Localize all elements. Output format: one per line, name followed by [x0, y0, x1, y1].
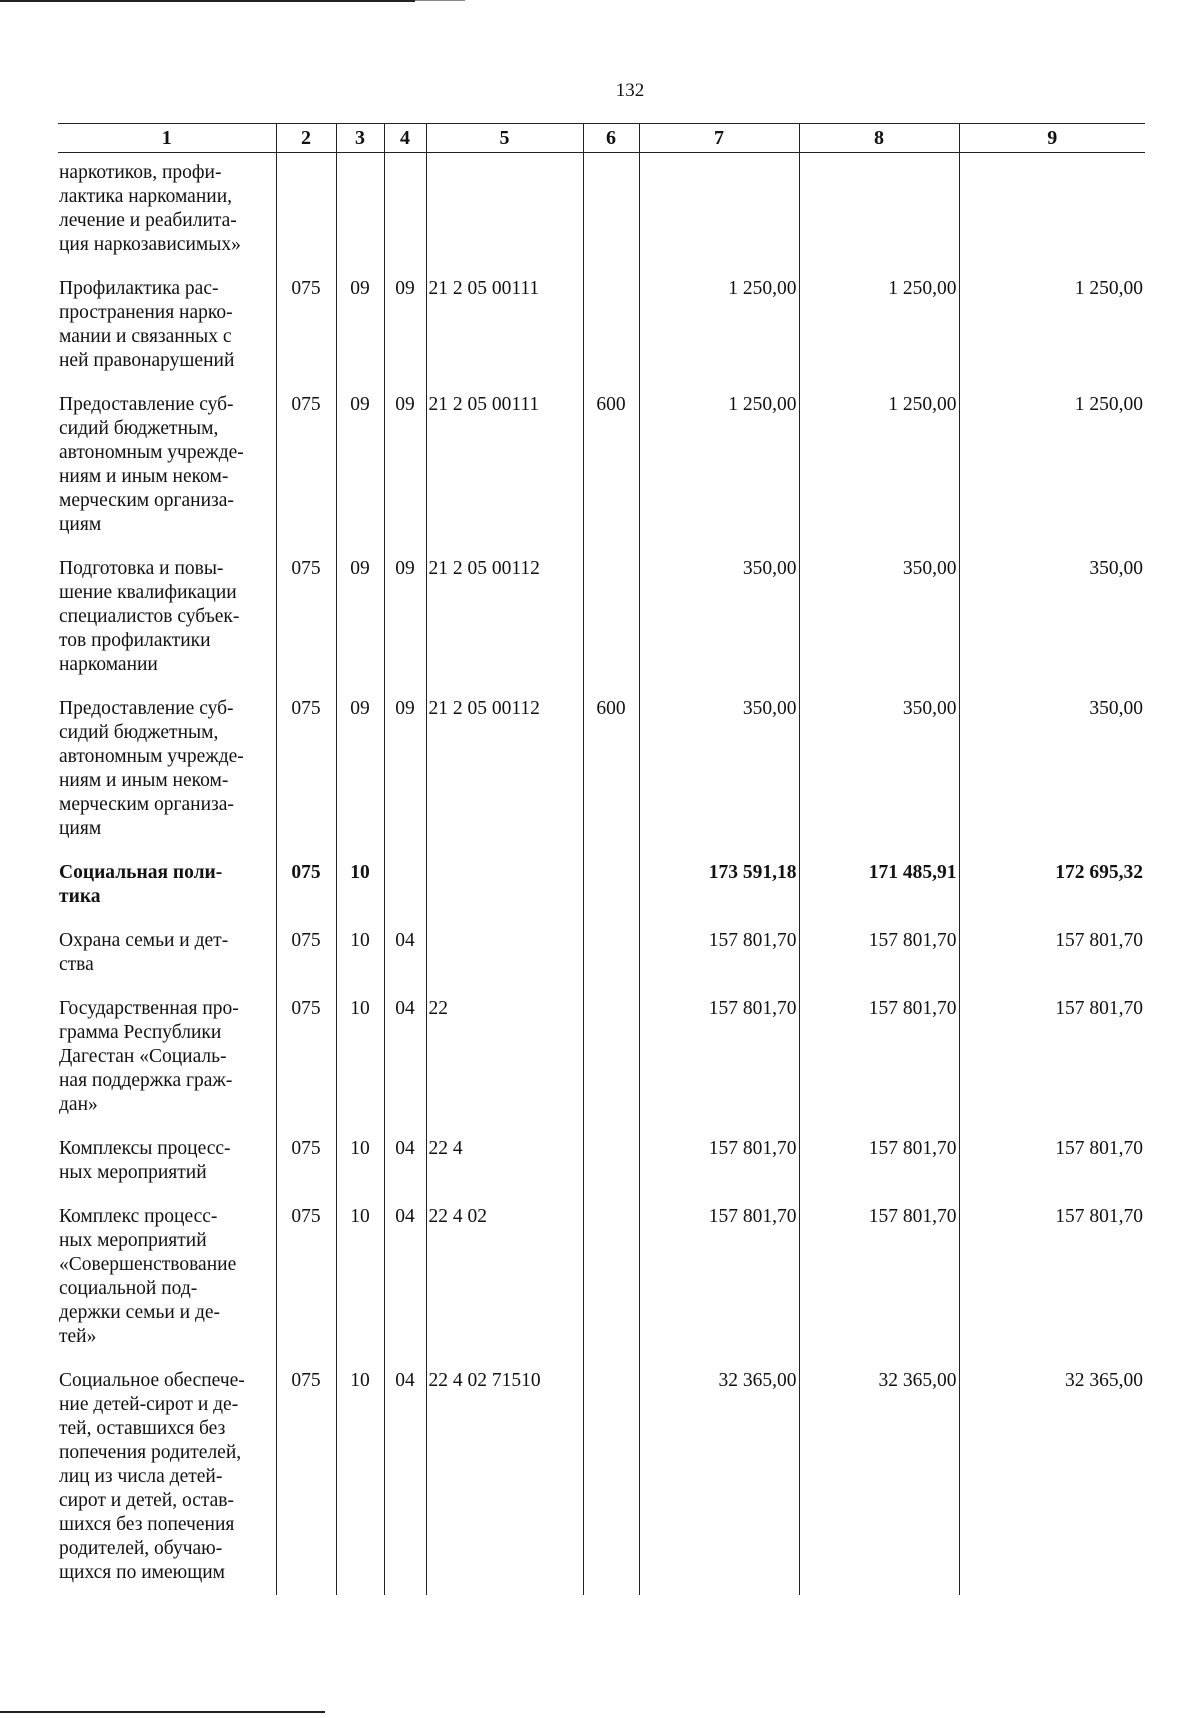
expense-type-cell — [583, 277, 639, 393]
table-row — [58, 277, 1145, 393]
item-name-line: шихся без попечения — [59, 1514, 235, 1535]
table-row — [58, 393, 1145, 557]
item-name-line: циям — [59, 818, 102, 839]
table-header-row — [58, 124, 1145, 153]
section-code-cell: 09 — [336, 697, 384, 861]
item-name-cell — [58, 557, 276, 697]
item-name-line: социальной под- — [59, 1278, 198, 1299]
target-article-cell: 21 2 05 00111 — [426, 393, 583, 557]
item-name-line: ниям и иным неком- — [59, 466, 229, 487]
table-body — [58, 153, 1145, 1596]
table-row — [58, 1137, 1145, 1205]
section-code-cell: 09 — [336, 277, 384, 393]
item-name-line: тов профилактики — [59, 630, 211, 651]
item-name-line: Дагестан «Социаль- — [59, 1046, 227, 1067]
subsection-code-cell: 09 — [384, 393, 426, 557]
item-name-line: Социальное обеспече- — [59, 1370, 245, 1391]
table-row — [58, 153, 1145, 278]
item-name-cell — [58, 997, 276, 1137]
item-name-line: пространения нарко- — [59, 302, 233, 323]
item-name-line: родителей, обучаю- — [59, 1538, 223, 1559]
amount-year3-cell: 32 365,00 — [959, 1369, 1145, 1595]
subsection-code-cell: 09 — [384, 277, 426, 393]
item-name-line: автономным учрежде- — [59, 746, 244, 767]
item-name-line: Профилактика рас- — [59, 278, 219, 299]
amount-year1-cell: 350,00 — [639, 697, 799, 861]
amount-year1-cell: 157 801,70 — [639, 1137, 799, 1205]
amount-year1-cell: 157 801,70 — [639, 929, 799, 997]
subsection-code-cell — [384, 861, 426, 929]
item-name-line: ней правонарушений — [59, 350, 235, 371]
expense-type-cell: 600 — [583, 697, 639, 861]
amount-year3-cell: 350,00 — [959, 557, 1145, 697]
target-article-cell: 22 4 02 71510 — [426, 1369, 583, 1595]
item-name-line: ных мероприятий — [59, 1162, 207, 1183]
subsection-code-cell — [384, 153, 426, 278]
item-name-cell — [58, 929, 276, 997]
admin-code-cell: 075 — [276, 861, 336, 929]
amount-year2-cell: 157 801,70 — [799, 1137, 959, 1205]
amount-year3-cell: 157 801,70 — [959, 1137, 1145, 1205]
target-article-cell: 22 — [426, 997, 583, 1137]
subsection-code-cell: 04 — [384, 997, 426, 1137]
item-name-line: наркотиков, профи- — [59, 162, 222, 183]
item-name-line: мерческим организа- — [59, 794, 234, 815]
subsection-code-cell: 09 — [384, 697, 426, 861]
item-name-line: шение квалификации — [59, 582, 237, 603]
target-article-cell: 22 4 02 — [426, 1205, 583, 1369]
target-article-cell: 21 2 05 00112 — [426, 697, 583, 861]
item-name-line: мании и связанных с — [59, 326, 232, 347]
item-name-line: «Совершенствование — [59, 1254, 237, 1275]
section-code-cell — [336, 153, 384, 278]
item-name-line: ства — [59, 954, 94, 975]
admin-code-cell: 075 — [276, 929, 336, 997]
expense-type-cell — [583, 557, 639, 697]
table-row — [58, 697, 1145, 861]
amount-year2-cell — [799, 153, 959, 278]
admin-code-cell: 075 — [276, 1137, 336, 1205]
admin-code-cell — [276, 153, 336, 278]
subsection-code-cell: 09 — [384, 557, 426, 697]
item-name-line: Предоставление суб- — [59, 698, 234, 719]
amount-year3-cell: 350,00 — [959, 697, 1145, 861]
amount-year2-cell: 157 801,70 — [799, 929, 959, 997]
expense-type-cell — [583, 997, 639, 1137]
item-name-line: тей, оставшихся без — [59, 1418, 226, 1439]
item-name-line: лиц из числа детей- — [59, 1466, 223, 1487]
item-name-cell — [58, 1205, 276, 1369]
item-name-line: циям — [59, 514, 102, 535]
subsection-code-cell: 04 — [384, 1205, 426, 1369]
table-row — [58, 861, 1145, 929]
item-name-cell — [58, 861, 276, 929]
column-header: 8 — [799, 124, 959, 153]
item-name-line: лактика наркомании, — [59, 186, 233, 207]
column-header: 6 — [583, 124, 639, 153]
expense-type-cell — [583, 929, 639, 997]
amount-year2-cell: 1 250,00 — [799, 277, 959, 393]
item-name-line: ция наркозависимых» — [59, 234, 241, 255]
amount-year3-cell: 157 801,70 — [959, 929, 1145, 997]
amount-year3-cell: 172 695,32 — [959, 861, 1145, 929]
item-name-line: Комплексы процесс- — [59, 1138, 231, 1159]
table-row — [58, 997, 1145, 1137]
item-name-line: держки семьи и де- — [59, 1302, 221, 1323]
scan-edge-top — [0, 0, 415, 2]
item-name-cell — [58, 697, 276, 861]
item-name-line: Комплекс процесс- — [59, 1206, 218, 1227]
admin-code-cell: 075 — [276, 277, 336, 393]
table-row — [58, 557, 1145, 697]
item-name-line: тей» — [59, 1326, 97, 1347]
column-header: 7 — [639, 124, 799, 153]
section-code-cell: 10 — [336, 929, 384, 997]
expense-type-cell — [583, 1137, 639, 1205]
amount-year1-cell: 157 801,70 — [639, 1205, 799, 1369]
item-name-line: попечения родителей, — [59, 1442, 242, 1463]
page-number: 132 — [615, 80, 645, 101]
section-code-cell: 10 — [336, 1205, 384, 1369]
item-name-line: Предоставление суб- — [59, 394, 234, 415]
scan-edge-top-faint — [415, 0, 465, 1]
target-article-cell: 21 2 05 00112 — [426, 557, 583, 697]
admin-code-cell: 075 — [276, 557, 336, 697]
budget-table — [58, 123, 1145, 1595]
table-row — [58, 1205, 1145, 1369]
section-code-cell: 09 — [336, 393, 384, 557]
item-name-line: мерческим организа- — [59, 490, 234, 511]
target-article-cell: 21 2 05 00111 — [426, 277, 583, 393]
column-header: 5 — [426, 124, 583, 153]
amount-year1-cell: 32 365,00 — [639, 1369, 799, 1595]
amount-year2-cell: 350,00 — [799, 697, 959, 861]
item-name-cell — [58, 277, 276, 393]
item-name-cell — [58, 153, 276, 278]
item-name-line: Подготовка и повы- — [59, 558, 224, 579]
amount-year1-cell: 157 801,70 — [639, 997, 799, 1137]
admin-code-cell: 075 — [276, 393, 336, 557]
amount-year2-cell: 350,00 — [799, 557, 959, 697]
amount-year3-cell: 1 250,00 — [959, 393, 1145, 557]
table-row — [58, 1369, 1145, 1595]
amount-year2-cell: 157 801,70 — [799, 997, 959, 1137]
column-header: 4 — [384, 124, 426, 153]
admin-code-cell: 075 — [276, 697, 336, 861]
amount-year1-cell: 350,00 — [639, 557, 799, 697]
admin-code-cell: 075 — [276, 997, 336, 1137]
item-name-line: щихся по имеющим — [59, 1562, 225, 1583]
section-code-cell: 10 — [336, 861, 384, 929]
amount-year3-cell — [959, 153, 1145, 278]
admin-code-cell: 075 — [276, 1369, 336, 1595]
table-row — [58, 929, 1145, 997]
subsection-code-cell: 04 — [384, 1369, 426, 1595]
item-name-line: специалистов субъек- — [59, 606, 240, 627]
amount-year1-cell: 1 250,00 — [639, 277, 799, 393]
amount-year3-cell: 1 250,00 — [959, 277, 1145, 393]
item-name-line: Государственная про- — [59, 998, 239, 1019]
item-name-cell — [58, 1369, 276, 1595]
column-header: 9 — [959, 124, 1145, 153]
section-code-cell: 09 — [336, 557, 384, 697]
section-code-cell: 10 — [336, 1369, 384, 1595]
target-article-cell — [426, 929, 583, 997]
subsection-code-cell: 04 — [384, 929, 426, 997]
expense-type-cell — [583, 861, 639, 929]
section-code-cell: 10 — [336, 1137, 384, 1205]
amount-year1-cell: 1 250,00 — [639, 393, 799, 557]
expense-type-cell — [583, 1369, 639, 1595]
item-name-line: лечение и реабилита- — [59, 210, 237, 231]
subsection-code-cell: 04 — [384, 1137, 426, 1205]
expense-type-cell — [583, 1205, 639, 1369]
target-article-cell — [426, 861, 583, 929]
item-name-line: сидий бюджетным, — [59, 418, 219, 439]
item-name-cell — [58, 393, 276, 557]
expense-type-cell: 600 — [583, 393, 639, 557]
item-name-line: ная поддержка граж- — [59, 1070, 233, 1091]
column-header: 3 — [336, 124, 384, 153]
expense-type-cell — [583, 153, 639, 278]
item-name-line: сирот и детей, остав- — [59, 1490, 234, 1511]
item-name-cell — [58, 1137, 276, 1205]
amount-year3-cell: 157 801,70 — [959, 997, 1145, 1137]
section-code-cell: 10 — [336, 997, 384, 1137]
item-name-line: автономным учрежде- — [59, 442, 244, 463]
item-name-line: Охрана семьи и дет- — [59, 930, 229, 951]
amount-year2-cell: 171 485,91 — [799, 861, 959, 929]
amount-year2-cell: 32 365,00 — [799, 1369, 959, 1595]
amount-year1-cell: 173 591,18 — [639, 861, 799, 929]
target-article-cell — [426, 153, 583, 278]
item-name-line: ние детей-сирот и де- — [59, 1394, 239, 1415]
admin-code-cell: 075 — [276, 1205, 336, 1369]
scan-edge-bottom — [0, 1711, 325, 1713]
amount-year1-cell — [639, 153, 799, 278]
amount-year3-cell: 157 801,70 — [959, 1205, 1145, 1369]
item-name-line: наркомании — [59, 654, 158, 675]
item-name-line: Социальная поли- — [59, 862, 223, 883]
item-name-line: дан» — [59, 1094, 98, 1115]
item-name-line: тика — [59, 886, 101, 907]
amount-year2-cell: 157 801,70 — [799, 1205, 959, 1369]
item-name-line: ных мероприятий — [59, 1230, 207, 1251]
item-name-line: сидий бюджетным, — [59, 722, 219, 743]
column-header: 1 — [58, 124, 276, 153]
column-header: 2 — [276, 124, 336, 153]
amount-year2-cell: 1 250,00 — [799, 393, 959, 557]
item-name-line: грамма Республики — [59, 1022, 222, 1043]
item-name-line: ниям и иным неком- — [59, 770, 229, 791]
target-article-cell: 22 4 — [426, 1137, 583, 1205]
